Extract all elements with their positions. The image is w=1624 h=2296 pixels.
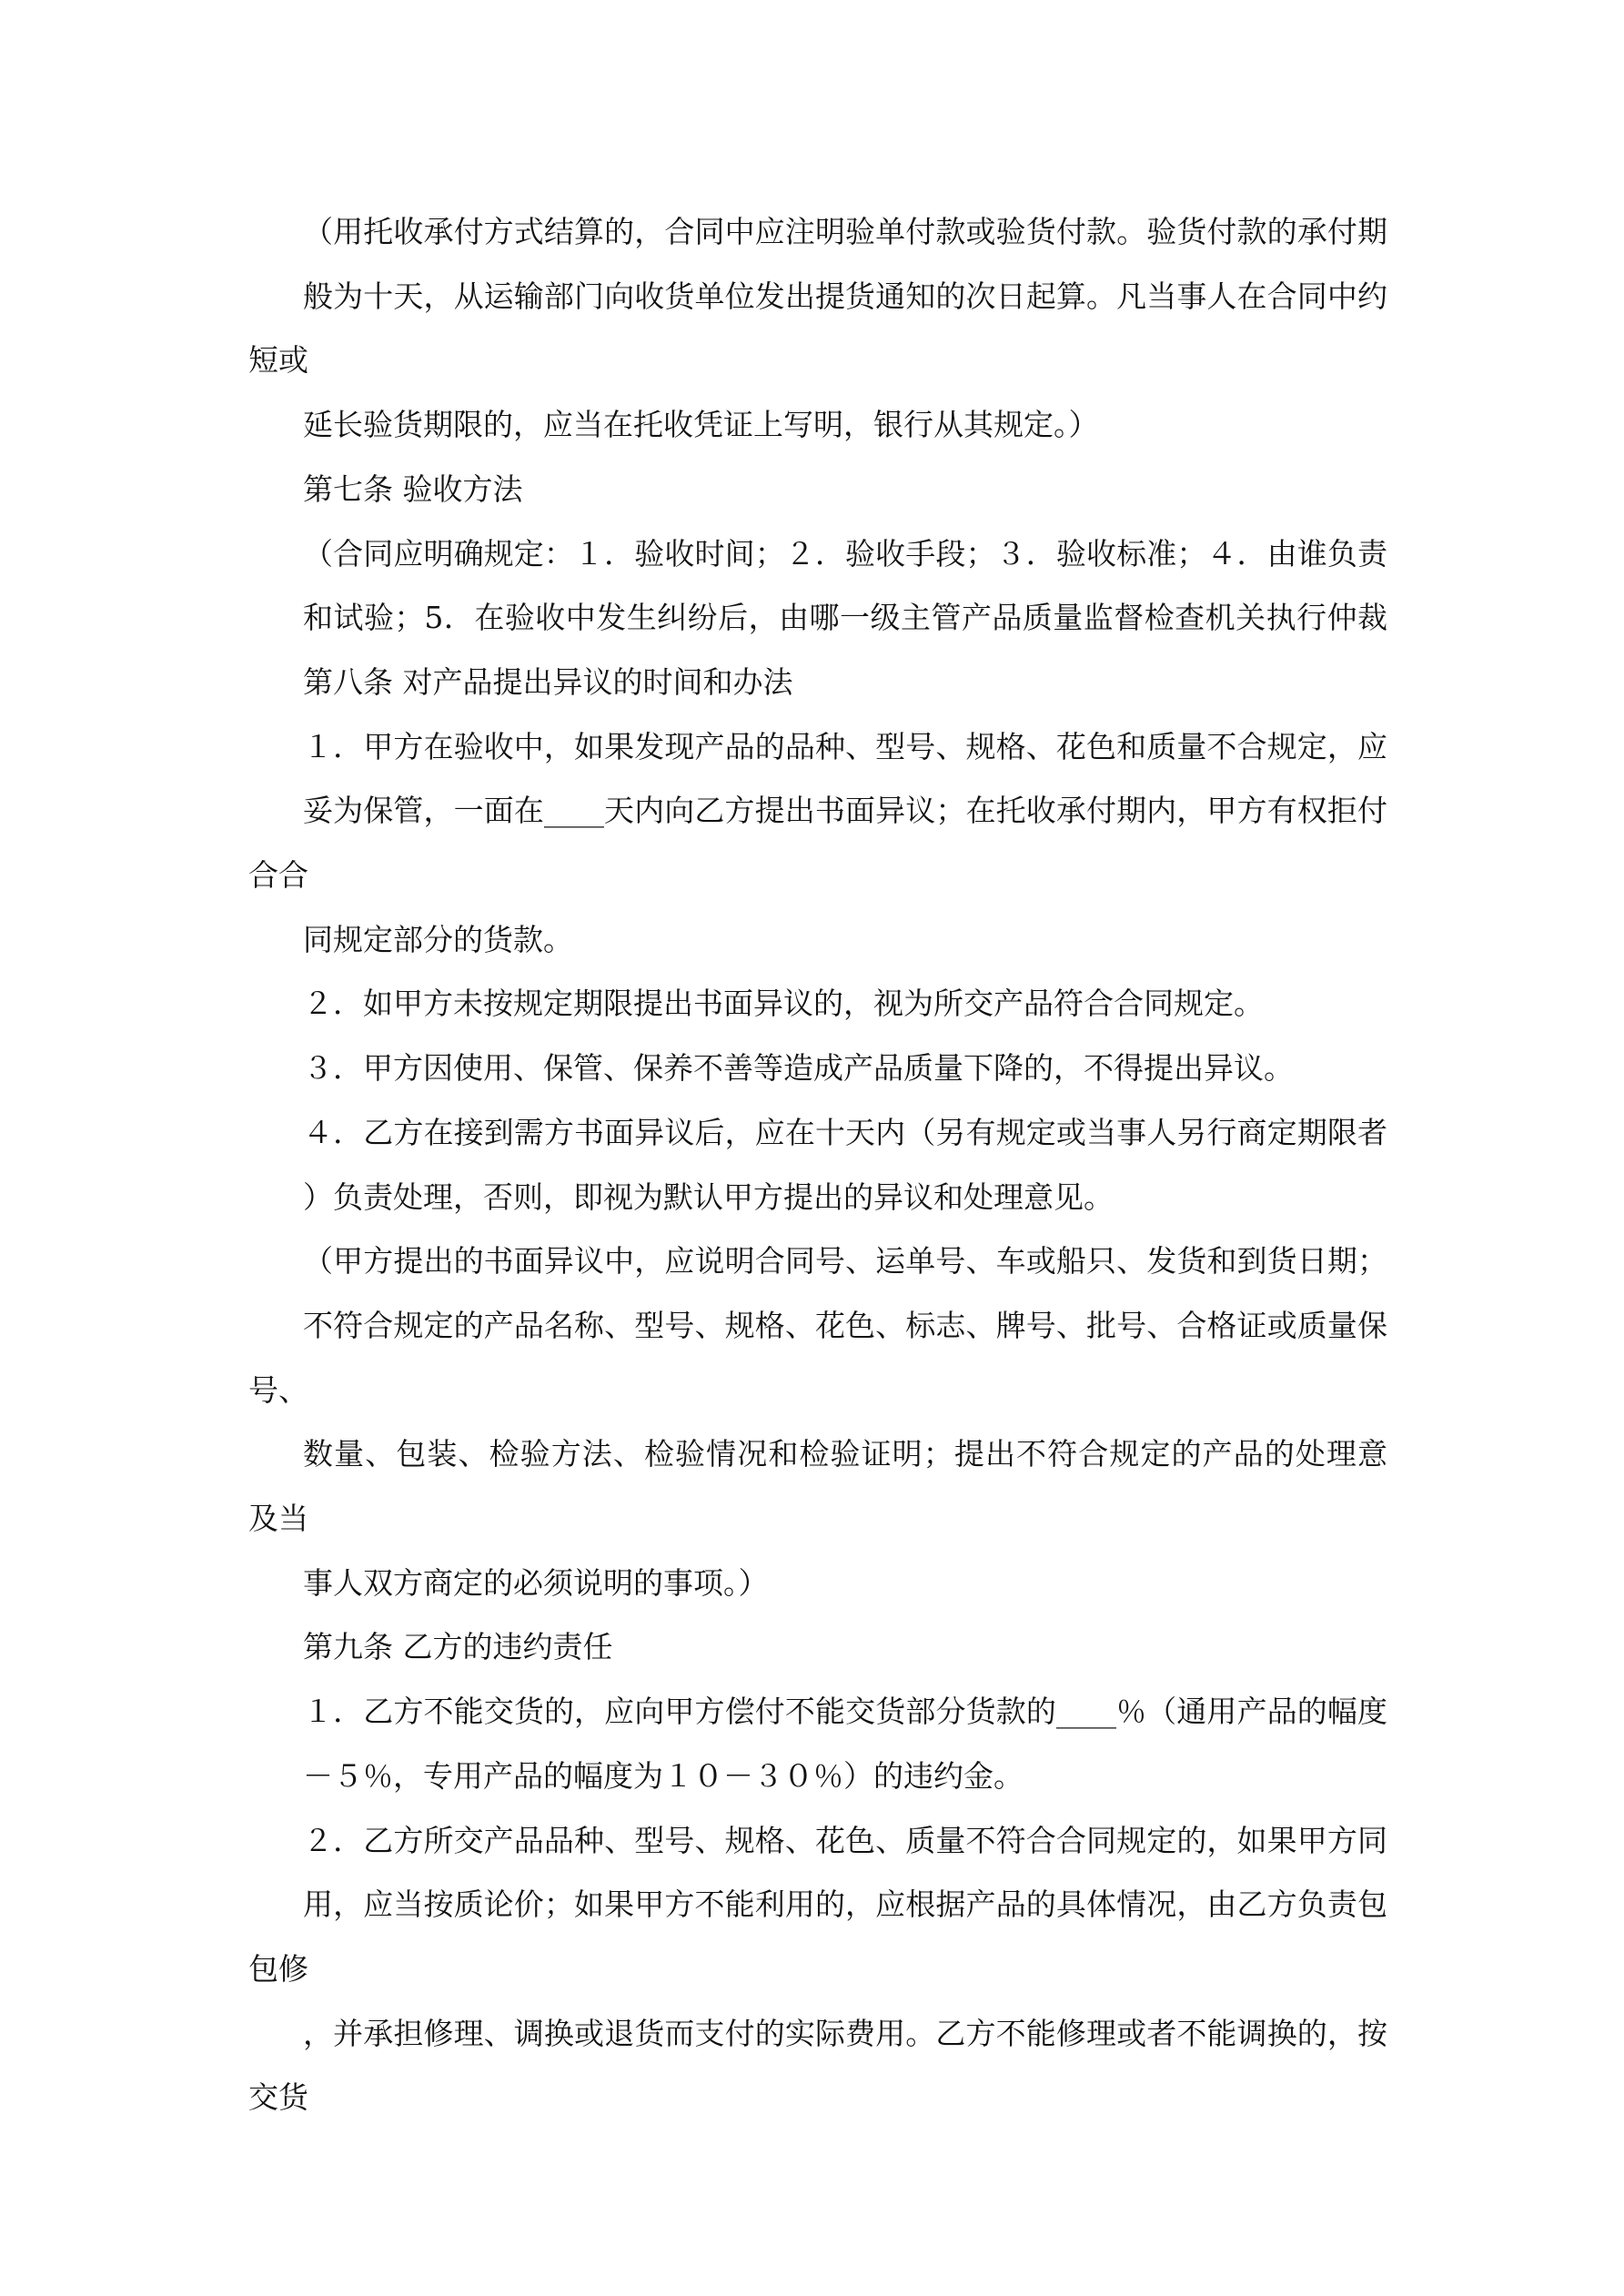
text-line: 及当: [248, 1501, 308, 1536]
text-line: 包修: [248, 1950, 308, 1987]
text-line: 同规定部分的货款。: [303, 921, 573, 957]
text-line: ）负责处理，否则，即视为默认甲方提出的异议和处理意见。: [303, 1178, 1114, 1215]
text-line: ，并承担修理、调换或退货而支付的实际费用。乙方不能修理或者不能调换的，按: [303, 2015, 1387, 2051]
text-line: 第八条 对产品提出异议的时间和办法: [303, 663, 793, 700]
text-line: 合合: [248, 857, 308, 893]
text-line: －５％，专用产品的幅度为１０－３０％）的违约金。: [303, 1757, 1024, 1794]
text-line: 不符合规定的产品名称、型号、规格、花色、标志、牌号、批号、合格证或质量保: [303, 1307, 1387, 1343]
text-line: ２．如甲方未按规定期限提出书面异议的，视为所交产品符合合同规定。: [303, 986, 1264, 1022]
text-line: 第九条 乙方的违约责任: [303, 1629, 613, 1665]
text-line: ３．甲方因使用、保管、保养不善等造成产品质量下降的，不得提出异议。: [303, 1050, 1294, 1087]
text-line: 妥为保管，一面在____天内向乙方提出书面异议；在托收承付期内，甲方有权拒付: [303, 793, 1387, 829]
text-line: ２．乙方所交产品品种、型号、规格、花色、质量不符合合同规定的，如果甲方同: [303, 1822, 1387, 1858]
text-line: （合同应明确规定：１．验收时间；２．验收手段；３．验收标准；４．由谁负责: [303, 535, 1387, 571]
text-line: 号、: [248, 1371, 308, 1408]
text-line: １．乙方不能交货的，应向甲方偿付不能交货部分货款的____％（通用产品的幅度: [303, 1694, 1387, 1730]
text-line: 延长验货期限的，应当在托收凭证上写明，银行从其规定。）: [303, 407, 1099, 443]
text-line: 第七条 验收方法: [303, 470, 523, 507]
text-line: 交货: [248, 2079, 308, 2116]
text-line: （甲方提出的书面异议中，应说明合同号、运单号、车或船只、发货和到货日期；: [303, 1243, 1387, 1279]
text-line: １．甲方在验收中，如果发现产品的品种、型号、规格、花色和质量不合规定，应: [303, 728, 1387, 764]
text-line: 短或: [248, 342, 308, 379]
text-line: 和试验；5．在验收中发生纠纷后，由哪一级主管产品质量监督检查机关执行仲裁: [303, 600, 1387, 636]
text-line: 用，应当按质论价；如果甲方不能利用的，应根据产品的具体情况，由乙方负责包: [303, 1886, 1387, 1923]
text-line: 般为十天，从运输部门向收货单位发出提货通知的次日起算。凡当事人在合同中约: [303, 278, 1387, 314]
text-line: 事人双方商定的必须说明的事项。）: [303, 1564, 769, 1601]
text-line: ４．乙方在接到需方书面异议后，应在十天内（另有规定或当事人另行商定期限者: [303, 1114, 1387, 1150]
text-line: （用托收承付方式结算的，合同中应注明验单付款或验货付款。验货付款的承付期: [303, 214, 1387, 249]
text-line: 数量、包装、检验方法、检验情况和检验证明；提出不符合规定的产品的处理意: [303, 1436, 1387, 1472]
